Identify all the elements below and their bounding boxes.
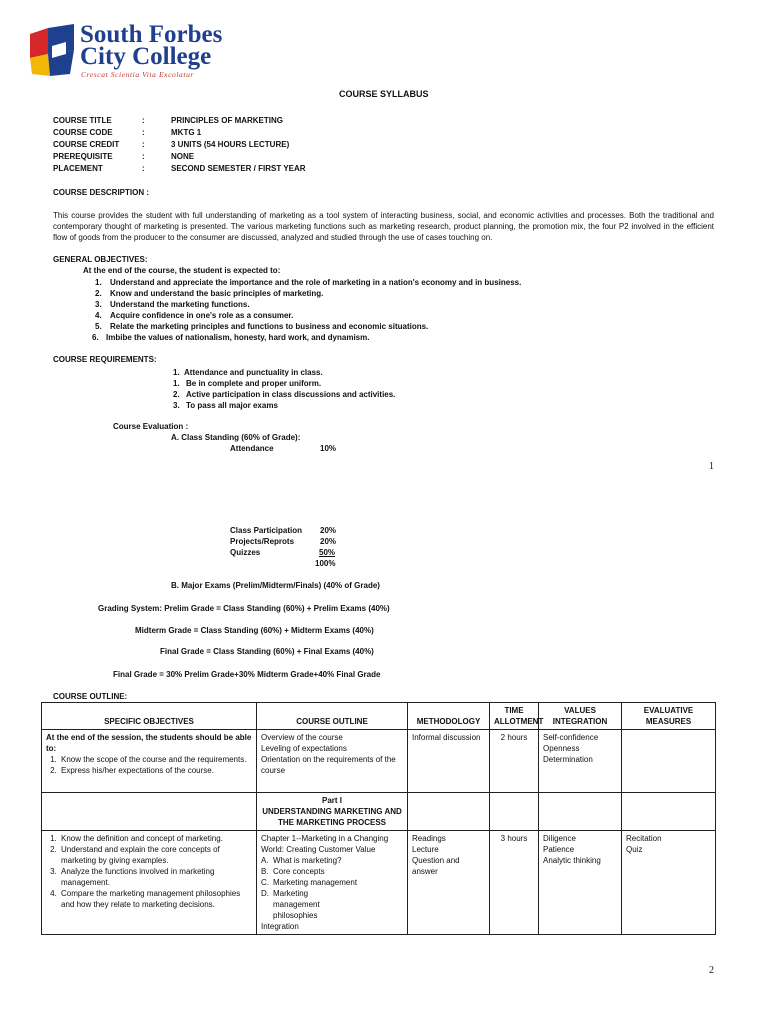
- component-label: Projects/Reprots: [230, 537, 295, 546]
- objective-text: Understand the marketing functions.: [110, 300, 250, 309]
- methodology-cell: [408, 730, 490, 793]
- grading-prelim: Grading System: Prelim Grade = Class Standing (60%) + Prelim Exams (40%): [98, 604, 390, 613]
- column-header: SPECIFIC OBJECTIVES: [42, 703, 257, 730]
- list-item: Leveling of expectations: [261, 744, 347, 753]
- evaluative-cell: [622, 730, 716, 793]
- objectives-intro: At the end of the course, the student is expected to:: [83, 266, 281, 275]
- component-value: 50%: [319, 548, 336, 557]
- topic-letter: B.: [261, 867, 269, 876]
- list-item: Diligence: [543, 834, 576, 843]
- attendance-value: 10%: [320, 444, 337, 453]
- info-label: COURSE CREDIT: [53, 140, 120, 149]
- objective-number: 4.: [95, 311, 102, 320]
- final-grade-formula: Final Grade = 30% Prelim Grade+30% Midterm Grade+40% Final Grade: [113, 670, 381, 679]
- part-title: UNDERSTANDING MARKETING AND THE MARKETING PROCESS: [262, 807, 402, 827]
- part-number: Part I: [321, 796, 342, 805]
- major-exams: B. Major Exams (Prelim/Midterm/Finals) (40% of Grade): [171, 581, 380, 590]
- objectives-intro: At the end of the session, the students should be able to:: [46, 733, 252, 753]
- component-value: 20%: [320, 526, 337, 535]
- topic-letter: C.: [261, 878, 269, 887]
- objective-number: 3.: [95, 300, 102, 309]
- course-outline-table: [41, 702, 716, 935]
- list-item: 4. Compare the marketing management philosophies and how they relate to marketing decisions.: [59, 888, 252, 910]
- empty-cell: [539, 793, 622, 831]
- list-item: Quiz: [626, 845, 643, 854]
- topic-text: Core concepts: [273, 867, 325, 876]
- list-item: Determination: [543, 755, 593, 764]
- column-header: EVALUATIVE MEASURES: [622, 703, 716, 730]
- grading-midterm: Midterm Grade = Class Standing (60%) + Midterm Exams (40%): [135, 626, 374, 635]
- list-item: 2. Express his/her expectations of the course.: [59, 765, 252, 776]
- values-cell: [539, 831, 622, 935]
- list-item: Orientation on the requirements of the course: [261, 755, 396, 775]
- topic: [261, 877, 403, 888]
- page-title: COURSE SYLLABUS: [339, 89, 429, 99]
- college-name-line2: City College: [80, 43, 212, 70]
- outline-cell: [257, 831, 408, 935]
- components-total: 100%: [315, 559, 336, 568]
- requirement-text: Active participation in class discussions and activities.: [186, 390, 396, 399]
- methodology-cell: [408, 831, 490, 935]
- info-sep: :: [142, 128, 145, 137]
- list-item: Informal discussion: [412, 733, 481, 742]
- list-item: Lecture: [412, 845, 439, 854]
- info-label: PLACEMENT: [53, 164, 103, 173]
- time-cell: [490, 831, 539, 935]
- class-standing: A. Class Standing (60% of Grade):: [171, 433, 301, 442]
- info-value: PRINCIPLES OF MARKETING: [171, 116, 284, 125]
- list-item: 3. Analyze the functions involved in marketing management.: [59, 866, 252, 888]
- topic: [261, 866, 403, 877]
- page-number: 1: [709, 461, 714, 472]
- column-header: COURSE OUTLINE: [257, 703, 408, 730]
- column-header: METHODOLOGY: [408, 703, 490, 730]
- objectives-cell: [42, 831, 257, 935]
- list-item: Overview of the course: [261, 733, 343, 742]
- time-value: 3 hours: [500, 834, 528, 843]
- topic-text: Marketing management: [273, 878, 358, 887]
- column-header: VALUES INTEGRATION: [539, 703, 622, 730]
- component-label: Class Participation: [230, 526, 303, 535]
- requirement-text: Be in complete and proper uniform.: [186, 379, 322, 388]
- objectives-heading: GENERAL OBJECTIVES:: [53, 255, 148, 264]
- info-sep: :: [142, 140, 145, 149]
- outline-heading: COURSE OUTLINE:: [53, 692, 128, 701]
- topic: [261, 888, 403, 921]
- info-value: MKTG 1: [171, 128, 202, 137]
- description-heading: COURSE DESCRIPTION :: [53, 188, 150, 197]
- list-item: 2. Understand and explain the core concepts of marketing by giving examples.: [59, 844, 252, 866]
- requirement-number: 1.: [173, 368, 180, 377]
- college-name-line1: South Forbes: [80, 21, 223, 48]
- column-header: TIME ALLOTMENT: [490, 703, 539, 730]
- objective-number: 6.: [92, 333, 99, 342]
- list-item: Openness: [543, 744, 580, 753]
- info-sep: :: [142, 152, 145, 161]
- requirement-number: 2.: [173, 390, 180, 399]
- requirements-heading: COURSE REQUIREMENTS:: [53, 355, 157, 364]
- objective-number: 5.: [95, 322, 102, 331]
- requirement-number: 1.: [173, 379, 180, 388]
- info-label: COURSE TITLE: [53, 116, 112, 125]
- topic-letter: D.: [261, 889, 269, 898]
- requirement-text: To pass all major exams: [186, 401, 278, 410]
- info-label: COURSE CODE: [53, 128, 113, 137]
- list-item: Readings: [412, 834, 446, 843]
- list-item: Question and answer: [412, 856, 460, 876]
- table-row: [42, 831, 716, 935]
- requirement-number: 3.: [173, 401, 180, 410]
- integration-label: Integration: [261, 922, 299, 931]
- list-item: Patience: [543, 845, 575, 854]
- empty-cell: [408, 793, 490, 831]
- empty-cell: [490, 793, 539, 831]
- component-value: 20%: [320, 537, 337, 546]
- time-cell: [490, 730, 539, 793]
- college-motto: Crescat Scientia Vita Excolatur: [81, 70, 194, 79]
- grading-final: Final Grade = Class Standing (60%) + Final Exams (40%): [160, 647, 374, 656]
- component-label: Quizzes: [230, 548, 261, 557]
- requirement-text: Attendance and punctuality in class.: [184, 368, 323, 377]
- table-row: [42, 793, 716, 831]
- info-value: 3 UNITS (54 HOURS LECTURE): [171, 140, 290, 149]
- list-item: Recitation: [626, 834, 662, 843]
- values-cell: [539, 730, 622, 793]
- attendance-label: Attendance: [230, 444, 274, 453]
- college-logo: [26, 24, 78, 78]
- objective-number: 1.: [95, 278, 102, 287]
- topic-letter: A.: [261, 856, 269, 865]
- objective-text: Relate the marketing principles and functions to business and economic situations.: [110, 322, 429, 331]
- list-item: 1. Know the scope of the course and the requirements.: [59, 754, 252, 765]
- evaluative-cell: [622, 831, 716, 935]
- objective-text: Understand and appreciate the importance and the role of marketing in a nation's economy and in business.: [110, 278, 522, 287]
- table-header-row: [42, 703, 716, 730]
- topic-text: What is marketing?: [273, 856, 342, 865]
- objective-text: Know and understand the basic principles of marketing.: [110, 289, 324, 298]
- objective-text: Acquire confidence in one's role as a consumer.: [110, 311, 294, 320]
- chapter-title: Chapter 1--Marketing in a Changing World: Creating Customer Value: [261, 834, 389, 854]
- list-item: Self-confidence: [543, 733, 599, 742]
- list-item: 1. Know the definition and concept of marketing.: [59, 833, 252, 844]
- objective-text: Imbibe the values of nationalism, honesty, hard work, and dynamism.: [106, 333, 370, 342]
- table-row: [42, 730, 716, 793]
- list-item: Analytic thinking: [543, 856, 601, 865]
- empty-cell: [622, 793, 716, 831]
- page-number: 2: [709, 965, 714, 976]
- info-value: SECOND SEMESTER / FIRST YEAR: [171, 164, 306, 173]
- college-crest-icon: [26, 24, 78, 78]
- info-label: PREREQUISITE: [53, 152, 113, 161]
- info-value: NONE: [171, 152, 195, 161]
- topic: [261, 855, 403, 866]
- evaluation-heading: Course Evaluation :: [113, 422, 189, 431]
- topic-text: Marketing management philosophies: [273, 889, 320, 920]
- info-sep: :: [142, 164, 145, 173]
- empty-cell: [42, 793, 257, 831]
- course-description: This course provides the student with full understanding of marketing as a tool system of interacting business, social, and economic activities and processes. Both the traditional and contemporary thought of marketing is presented. The various marketing functions such as marketing research, product planning, the promotion mix, the four P2 involved in the efficient flow of goods from the producer to the consumer are discussed, analyzed and studied through the use of cases touching on.: [53, 211, 714, 242]
- objective-number: 2.: [95, 289, 102, 298]
- objectives-cell: [42, 730, 257, 793]
- part-heading-cell: [257, 793, 408, 831]
- outline-cell: [257, 730, 408, 793]
- time-value: 2 hours: [500, 733, 528, 742]
- info-sep: :: [142, 116, 145, 125]
